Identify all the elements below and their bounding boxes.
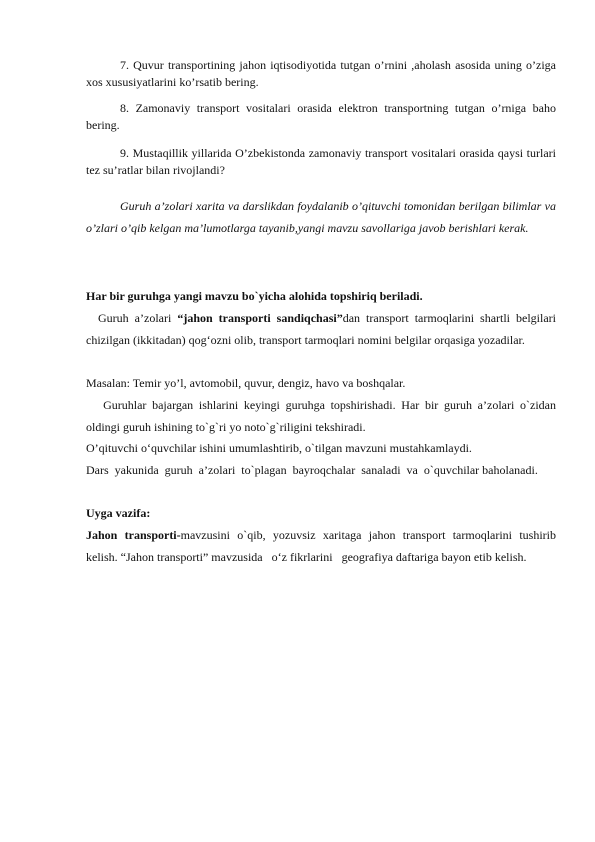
group-task-heading: Har bir guruhga yangi mavzu bo`yicha alohida topshiriq beriladi. [86,289,423,303]
homework-heading: Uyga vazifa: [86,506,151,520]
exchange-paragraph: Guruhlar bajargan ishlarini keyingi guruhga topshirishadi. Har bir guruh a’zolari o`zidan oldingi guruh ishining to`g`ri yo noto`g`riligini tekshiradi. [86,398,559,434]
homework-paragraph [86,525,559,568]
group-task-suffix: dan transport tarmoqlarini shartli belgilari chizilgan (ikkitadan) qog‘ozni olib, transport tarmoqlari nomini belgilar orqasiga yozadilar. [86,311,557,347]
question-7: 7. Quvur transportining jahon iqtisodiyotida tutgan o’rnini ,aholash asosida uning o’ziga xos xususiyatlarini ko’rsatib bering. [86,58,556,89]
homework-topic: Jahon transporti- [86,528,181,542]
example-line: Masalan: Temir yo’l, avtomobil, quvur, dengiz, havo va boshqalar. [86,376,406,390]
group-task-highlight: “jahon transporti sandiqchasi” [177,311,343,325]
evaluation-paragraph: Dars yakunida guruh a’zolari to`plagan bayroqchalar sanaladi va o`quvchilar baholanadi. [86,463,538,477]
homework-text: mavzusini o`qib, yozuvsiz xaritaga jahon transport tarmoqlarini tushirib kelish. “Jahon transporti” mavzusida o‘z fikrlarini geografiya daftariga bayon etib kelish. [86,528,559,564]
teacher-line: O’qituvchi o‘quvchilar ishini umumlashtirib, o`tilgan mavzuni mustahkamlaydi. [86,441,472,455]
group-task-prefix: Guruh a’zolari [86,311,178,325]
question-9: 9. Mustaqillik yillarida O’zbekistonda zamonaviy transport vositalari orasida qaysi turlari tez su’ratlar bilan rivojlandi? [86,146,556,177]
group-task-paragraph [86,308,556,351]
intro-paragraph: Guruh a’zolari xarita va darslikdan foydalanib o’qituvchi tomonidan berilgan bilimlar va o’zlari o’qib kelgan ma’lumotlarga tayanib,yangi mavzu savollariga javob berishlari kerak. [86,199,556,235]
question-8: 8. Zamonaviy transport vositalari orasida elektron transportning tutgan o’rniga baho bering. [86,101,556,132]
